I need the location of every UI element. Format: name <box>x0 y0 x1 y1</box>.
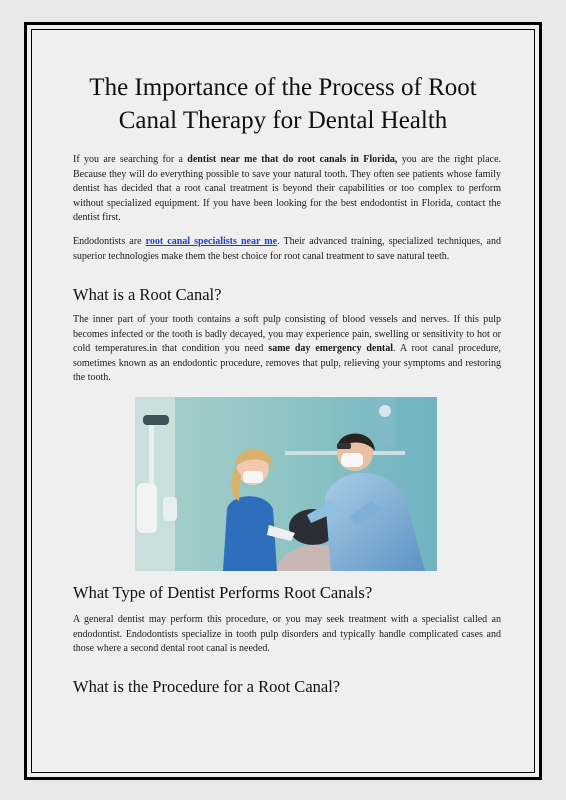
emergency-dental-keyword: same day emergency dental <box>268 343 394 354</box>
section-heading-what-is-root-canal: What is a Root Canal? <box>73 285 222 304</box>
dental-procedure-illustration <box>135 397 437 571</box>
root-canal-text-end: . A root canal procedure, sometimes known as an endodontic procedure, removes that pulp, relieving your symptoms and restoring the tooth. <box>73 343 502 383</box>
endo-text-end: . Their advanced training, specialized techniques, and superior technologies make them the best choice for root canal treatment to save natural teeth. <box>73 236 501 262</box>
section-heading-type-of-dentist: What Type of Dentist Performs Root Canals? <box>73 583 373 602</box>
intro-text-end: you are the right place. Because they will do everything possible to save your natural tooth. They often see patients whose family dentist has decided that a root canal treatment is beyond their capabilities or too complex to perform without specialized equipment. If you have been looking for the best endodontist in Florida, contact the dentist first. <box>73 154 502 223</box>
root-canal-text-start: The inner part of your tooth contains a soft pulp consisting of blood vessels and nerves. If this pulp becomes infected or the tooth is badly decayed, you may experience pain, swelling or sensitivity to hot or cold temperatures.in that condition you need <box>73 314 501 354</box>
endo-text-start: Endodontists are <box>73 236 146 247</box>
type-of-dentist-paragraph: A general dentist may perform this procedure, or you may seek treatment with a specialist called an endodontist. Endodontists specialize in tooth pulp disorders and typically handle complicated cases and those where a second dental root canal is needed. <box>73 614 501 654</box>
page-title: The Importance of the Process of Root Canal Therapy for Dental Health <box>89 74 477 134</box>
intro-text-start: If you are searching for a <box>73 154 188 165</box>
intro-paragraph <box>73 153 501 226</box>
root-canal-paragraph <box>73 313 501 386</box>
root-canal-specialists-link[interactable]: root canal specialists near me <box>145 236 278 247</box>
intro-keyword: dentist near me that do root canals in Florida, <box>187 154 398 165</box>
document-page <box>24 22 542 780</box>
section-heading-procedure: What is the Procedure for a Root Canal? <box>73 677 341 696</box>
endodontist-paragraph <box>73 235 501 264</box>
dental-procedure-photo <box>135 397 437 571</box>
